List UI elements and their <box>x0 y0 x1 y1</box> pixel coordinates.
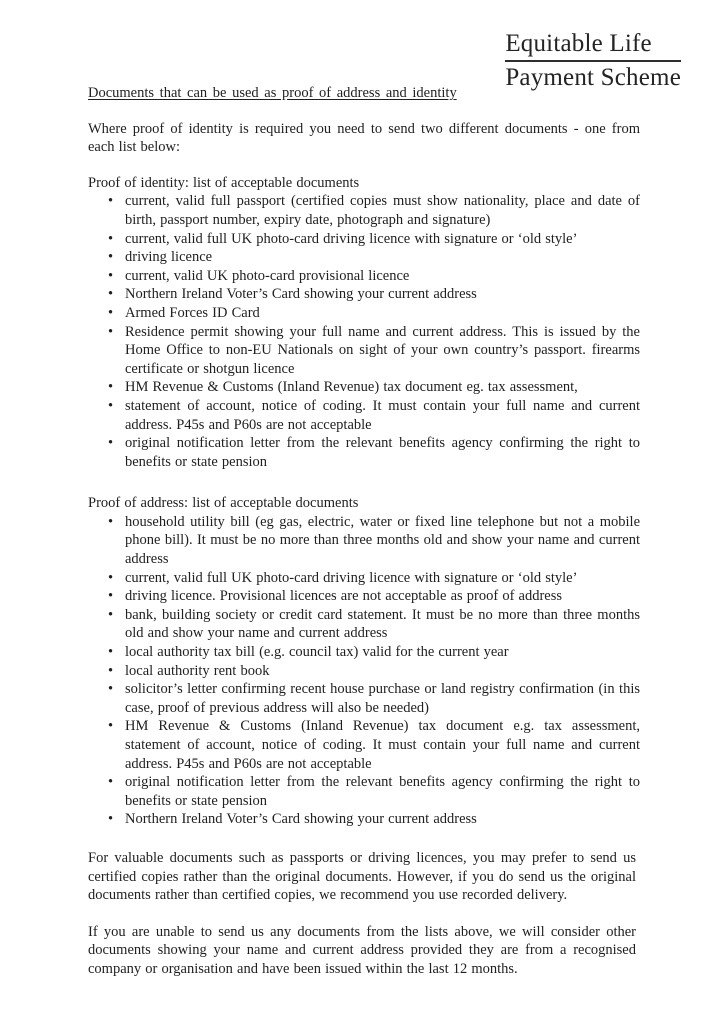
closing-paragraph-1: For valuable documents such as passports or driving licences, you may prefer to send us certified copies rather than the original documents. However, if you do send us the original documents rather than certified copies, we recommend you use recorded delivery. <box>88 849 636 904</box>
document-title: Documents that can be used as proof of address and identity <box>88 85 457 101</box>
address-list-item: • local authority tax bill (e.g. council tax) valid for the current year <box>108 643 640 662</box>
closing-paragraph-2: If you are unable to send us any documents from the lists above, we will consider other documents showing your name and current address provided they are from a recognised company or organisation and have been issued within the last 12 months. <box>88 923 636 977</box>
address-list-item: • bank, building society or credit card statement. It must be no more than three months old and show your name and current address <box>108 606 640 643</box>
identity-list-item: • current, valid full UK photo-card driving licence with signature or ‘old style’ <box>108 230 640 249</box>
address-list-item: • driving licence. Provisional licences are not acceptable as proof of address <box>108 587 640 606</box>
identity-list-item: • Residence permit showing your full name and current address. This is issued by the Home Office to non-EU Nationals on sight of your own country’s passport. firearms certificate or shotgun licence <box>108 323 640 379</box>
identity-section-heading: Proof of identity: list of acceptable documents <box>88 174 360 191</box>
logo-line-1: Equitable Life <box>505 30 681 62</box>
identity-list-item: • statement of account, notice of coding. It must contain your full name and current address. P45s and P60s are not acceptable <box>108 397 640 434</box>
address-list-item: • solicitor’s letter confirming recent house purchase or land registry confirmation (in this case, proof of previous address will also be needed) <box>108 680 640 717</box>
identity-list-item: • Armed Forces ID Card <box>108 304 640 323</box>
address-list-item: • household utility bill (eg gas, electric, water or fixed line telephone but not a mobile phone bill). It must be no more than three months old and show your name and current address <box>108 513 640 569</box>
address-document-list <box>88 513 640 829</box>
address-list-item: • local authority rent book <box>108 662 640 681</box>
identity-document-list <box>88 192 640 471</box>
address-list-item: • current, valid full UK photo-card driving licence with signature or ‘old style’ <box>108 569 640 588</box>
identity-list-item: • Northern Ireland Voter’s Card showing your current address <box>108 285 640 304</box>
address-list-item: • Northern Ireland Voter’s Card showing your current address <box>108 810 640 829</box>
identity-list-item: • driving licence <box>108 248 640 267</box>
logo-line-2: Payment Scheme <box>505 64 681 91</box>
identity-list-item: • current, valid full passport (certified copies must show nationality, place and date of birth, passport number, expiry date, photograph and signature) <box>108 192 640 229</box>
address-list-item: • HM Revenue & Customs (Inland Revenue) tax document e.g. tax assessment, statement of account, notice of coding. It must contain your full name and current address. P45s and P60s are not acceptable <box>108 717 640 773</box>
identity-list-item: • current, valid UK photo-card provisional licence <box>108 267 640 286</box>
identity-list-item: • HM Revenue & Customs (Inland Revenue) tax document eg. tax assessment, <box>108 378 640 397</box>
address-section-heading: Proof of address: list of acceptable documents <box>88 495 359 512</box>
identity-list-item: • original notification letter from the relevant benefits agency confirming the right to benefits or state pension <box>108 434 640 471</box>
intro-paragraph: Where proof of identity is required you need to send two different documents - one from each list below: <box>88 120 640 156</box>
address-list-item: • original notification letter from the relevant benefits agency confirming the right to benefits or state pension <box>108 773 640 810</box>
